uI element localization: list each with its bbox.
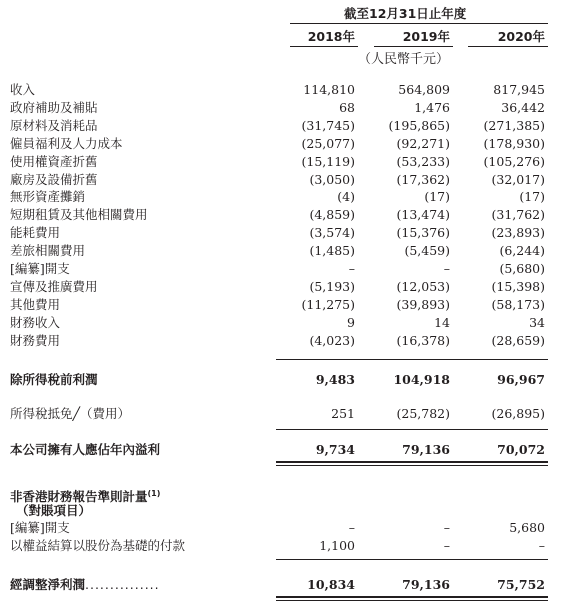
income-tax-2019: (25,782) [396, 406, 450, 421]
profit-before-tax-2019: 104,918 [393, 372, 450, 387]
line-item-2020: 36,442 [501, 100, 545, 115]
line-item-2018: (4,859) [309, 207, 355, 222]
non-hkfrs-title-text: 非香港財務報告準則計量 [10, 489, 148, 505]
adjusted-net-profit-text: 經調整淨利潤 [10, 577, 86, 592]
adjusted-net-profit-label [10, 576, 160, 593]
adj-listing-2020: 5,680 [509, 520, 545, 535]
adj-share-payment-2019: – [443, 538, 450, 553]
line-item-2018: 9 [347, 315, 355, 330]
final-double-rule-bottom [276, 600, 548, 601]
income-tax-2020: (26,895) [491, 406, 545, 421]
line-item-2019: (17,362) [396, 172, 450, 187]
line-item-2019: (39,893) [396, 297, 450, 312]
line-item-2020: (6,244) [499, 243, 545, 258]
line-item-2018: (25,077) [301, 136, 355, 151]
profit-before-tax-label: 除所得稅前利潤 [10, 372, 98, 387]
profit-for-year-label: 本公司擁有人應佔年內溢利 [10, 442, 161, 457]
line-item-label: 僱員福利及人力成本 [10, 136, 123, 151]
double-rule-top [276, 461, 548, 463]
adj-share-payment-2020: – [538, 538, 545, 553]
adjusted-net-profit-2020: 75,752 [497, 577, 545, 592]
year-rule-2018 [290, 46, 358, 47]
leader-dots: ............... [85, 577, 160, 592]
year-2020-header: 2020年 [497, 29, 545, 44]
adjusted-net-profit-2019: 79,136 [402, 577, 450, 592]
line-item-2018: (4,023) [309, 333, 355, 348]
adj-share-payment-2018: 1,100 [319, 538, 355, 553]
line-item-2020: 34 [529, 315, 545, 330]
unit-label: （人民幣千元） [358, 52, 450, 67]
year-2018-header: 2018年 [307, 29, 355, 44]
subtotal-rule [276, 359, 548, 360]
line-item-2019: (17) [424, 189, 450, 204]
line-item-2019: (12,053) [396, 279, 450, 294]
line-item-label: 收入 [10, 82, 36, 97]
line-item-label: 原材料及消耗品 [10, 118, 98, 133]
line-item-2019: (13,474) [396, 207, 450, 222]
profit-for-year-2018: 9,734 [315, 442, 355, 457]
adjustment-rule [276, 559, 548, 560]
line-item-2020: (31,762) [491, 207, 545, 222]
line-item-2020: (32,017) [491, 172, 545, 187]
year-rule-2020 [468, 46, 548, 47]
final-double-rule-top [276, 596, 548, 598]
adj-listing-2018: – [348, 520, 355, 535]
line-item-2019: (15,376) [396, 225, 450, 240]
line-item-2019: 14 [434, 315, 450, 330]
line-item-label: 廠房及設備折舊 [10, 172, 98, 187]
line-item-2019: (5,459) [404, 243, 450, 258]
line-item-2018: – [348, 261, 355, 276]
income-tax-label: 所得稅抵免╱（費用） [10, 406, 131, 421]
tax-rule [276, 429, 548, 430]
line-item-label: 能耗費用 [10, 225, 61, 240]
line-item-2019: 1,476 [414, 100, 450, 115]
non-hkfrs-footnote: (1) [147, 489, 161, 498]
line-item-2020: (17) [519, 189, 545, 204]
income-tax-2018: 251 [331, 406, 355, 421]
line-item-label: 無形資產攤銷 [10, 189, 86, 204]
line-item-2018: (1,485) [309, 243, 355, 258]
line-item-2018: 68 [339, 100, 355, 115]
adj-listing-label: [編纂]開支 [10, 520, 70, 535]
line-item-2020: 817,945 [493, 82, 545, 97]
line-item-2020: (28,659) [491, 333, 545, 348]
line-item-label: 政府補助及補貼 [10, 100, 98, 115]
line-item-2020: (178,930) [483, 136, 545, 151]
line-item-2018: (31,745) [301, 118, 355, 133]
line-item-2020: (271,385) [483, 118, 545, 133]
profit-for-year-2019: 79,136 [402, 442, 450, 457]
line-item-label: [編纂]開支 [10, 261, 70, 276]
line-item-2019: – [443, 261, 450, 276]
line-item-2020: (23,893) [491, 225, 545, 240]
line-item-2018: 114,810 [303, 82, 355, 97]
profit-before-tax-2020: 96,967 [497, 372, 545, 387]
line-item-2018: (4) [337, 189, 355, 204]
year-2019-header: 2019年 [402, 29, 450, 44]
line-item-2019: (53,233) [396, 154, 450, 169]
line-item-label: 財務收入 [10, 315, 61, 330]
line-item-2018: (11,275) [301, 297, 355, 312]
profit-for-year-2020: 70,072 [497, 442, 545, 457]
line-item-2020: (5,680) [499, 261, 545, 276]
line-item-2018: (3,574) [309, 225, 355, 240]
non-hkfrs-title [10, 485, 161, 505]
adj-listing-2019: – [443, 520, 450, 535]
line-item-2020: (105,276) [483, 154, 545, 169]
year-rule-2019 [374, 46, 453, 47]
line-item-label: 差旅相關費用 [10, 243, 86, 258]
line-item-2020: (58,173) [491, 297, 545, 312]
profit-before-tax-2018: 9,483 [315, 372, 355, 387]
line-item-2018: (15,119) [301, 154, 355, 169]
header-rule [290, 23, 548, 24]
line-item-2019: (16,378) [396, 333, 450, 348]
line-item-label: 使用權資產折舊 [10, 154, 98, 169]
non-hkfrs-subtitle: （對賬項目） [16, 503, 92, 518]
line-item-label: 短期租賃及其他相關費用 [10, 207, 148, 222]
line-item-2019: (92,271) [396, 136, 450, 151]
adj-share-payment-label: 以權益結算以股份為基礎的付款 [10, 538, 186, 553]
line-item-2018: (3,050) [309, 172, 355, 187]
line-item-2018: (5,193) [309, 279, 355, 294]
line-item-label: 財務費用 [10, 333, 61, 348]
line-item-label: 宣傳及推廣費用 [10, 279, 98, 294]
line-item-2019: 564,809 [398, 82, 450, 97]
adjusted-net-profit-2018: 10,834 [307, 577, 355, 592]
line-item-2020: (15,398) [491, 279, 545, 294]
double-rule-bottom [276, 465, 548, 466]
period-title: 截至12月31日止年度 [344, 6, 467, 21]
line-item-label: 其他費用 [10, 297, 61, 312]
line-item-2019: (195,865) [388, 118, 450, 133]
